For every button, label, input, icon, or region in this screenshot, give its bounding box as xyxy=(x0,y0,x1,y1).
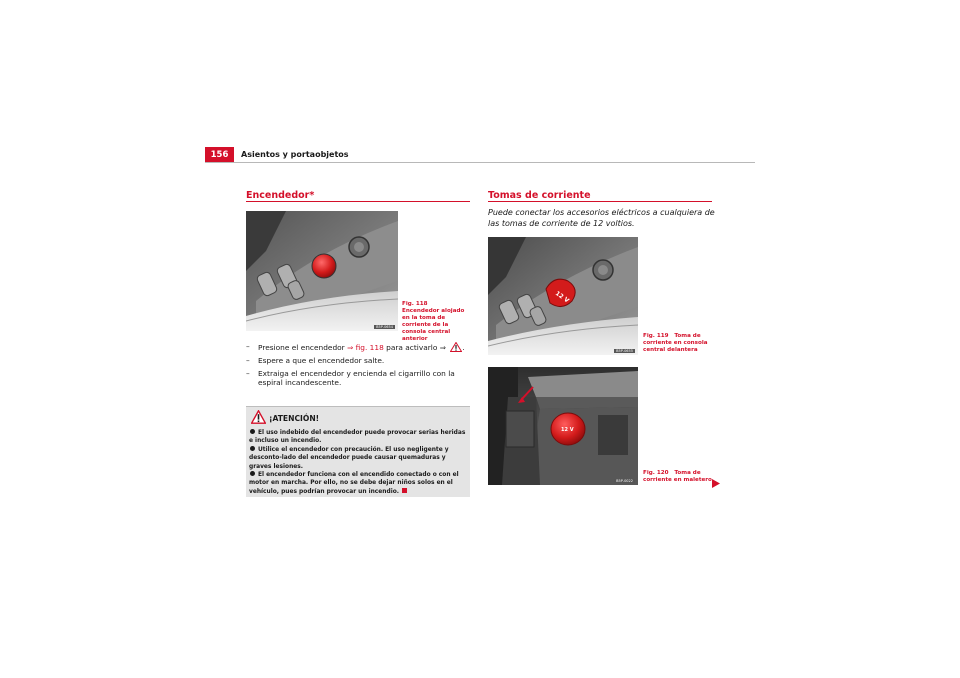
warning-title: ¡ATENCIÓN! xyxy=(269,414,320,423)
caption-text: Encendedor alojado en la toma de corriente de la consola central anterior xyxy=(402,308,465,342)
figure-code: B5P-0022 xyxy=(616,479,633,483)
step-1: – Presione el encendedor ⇒ fig. 118 para activarlo ⇒ . xyxy=(246,342,465,352)
warning-box xyxy=(246,406,470,497)
section-title-tomas: Tomas de corriente xyxy=(488,190,591,201)
socket-label: 12 V xyxy=(561,427,574,433)
section-rule xyxy=(488,201,712,202)
step-dash: – xyxy=(246,355,250,365)
caption-label: Fig. 120 xyxy=(643,470,669,476)
instruction-steps xyxy=(246,342,471,391)
caption-text: Toma de corriente en maletero xyxy=(643,470,712,483)
running-header: Asientos y portaobjetos xyxy=(241,150,349,159)
step-2 xyxy=(246,356,471,365)
header-rule xyxy=(205,162,755,163)
step-dash: – xyxy=(246,368,250,378)
section-intro: Puede conectar los accesorios eléctricos a cualquiera de las tomas de corriente de 12 voltios. xyxy=(488,208,715,228)
warning-body xyxy=(249,429,468,496)
figure-120-photo xyxy=(488,367,638,485)
step-3 xyxy=(246,369,471,388)
warning-item: El uso indebido del encendedor puede provocar serias heridas e incluso un incendio. xyxy=(249,430,466,445)
step-text: Espere a que el encendedor salte. xyxy=(258,355,385,365)
caption-text: Toma de corriente en consola central delantera xyxy=(643,333,708,353)
continue-arrow-icon xyxy=(712,479,720,488)
figure-118-caption xyxy=(402,301,470,343)
bullet-icon xyxy=(250,446,255,451)
step-dash: – xyxy=(246,342,250,351)
figure-code: B5P-0655 xyxy=(616,349,633,353)
socket-label: 12 V xyxy=(553,290,571,305)
ref-arrow-icon: ⇒ xyxy=(347,343,354,352)
section-title-encendedor: Encendedor* xyxy=(246,190,315,201)
bullet-icon xyxy=(250,471,255,476)
figure-118-photo xyxy=(246,211,398,331)
step-text: Presione el encendedor xyxy=(258,343,348,352)
figure-ref-link[interactable]: fig. 118 xyxy=(355,343,384,352)
bullet-icon xyxy=(250,429,255,434)
step-text: Extraiga el encendedor y encienda el cigarrillo con la espiral incandescente. xyxy=(258,368,455,388)
figure-120-caption xyxy=(643,470,713,484)
step-text-after: para activarlo ⇒ xyxy=(383,343,446,352)
figure-code: B5P-0654 xyxy=(376,325,393,329)
caption-label: Fig. 118 xyxy=(402,301,428,307)
warning-triangle-icon xyxy=(450,342,462,352)
caption-label: Fig. 119 xyxy=(643,333,669,339)
warning-triangle-icon xyxy=(251,410,266,424)
figure-119-caption xyxy=(643,333,713,354)
warning-item: El encendedor funciona con el encendido conectado o con el motor en marcha. Por ello, no se debe dejar niños solos en el vehículo, pues podrían provocar un incendio. xyxy=(249,472,459,495)
end-square-icon xyxy=(402,488,407,493)
figure-119-photo xyxy=(488,237,638,355)
section-rule xyxy=(246,201,470,202)
warning-item: Utilice el encendedor con precaución. El uso negligente y desconto-lado del encendedor puede causar quemaduras y graves lesiones. xyxy=(249,446,449,470)
page-number: 156 xyxy=(205,147,234,162)
